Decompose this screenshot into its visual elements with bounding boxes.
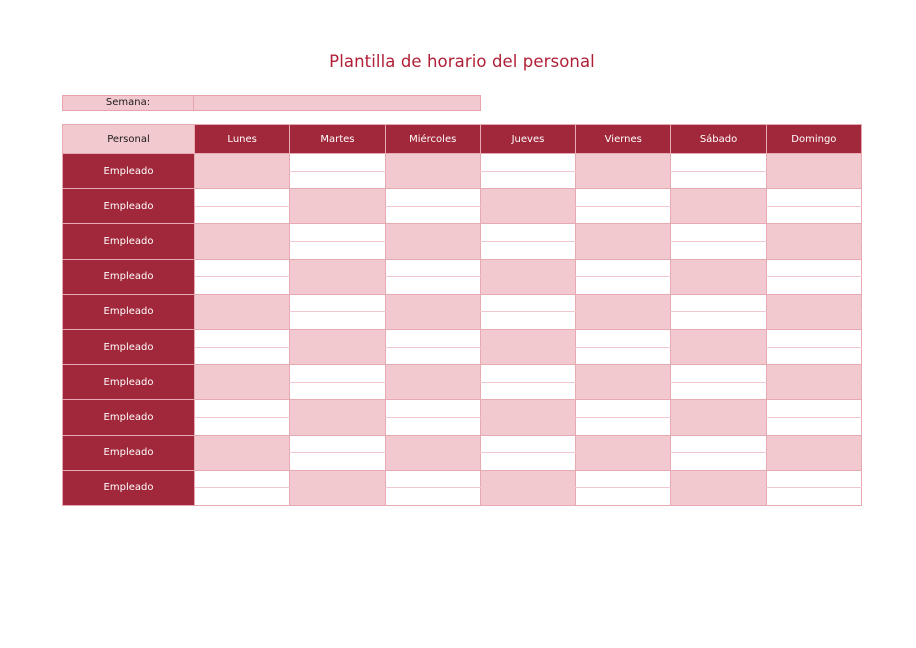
schedule-cell[interactable] xyxy=(195,259,290,277)
schedule-cell[interactable] xyxy=(671,365,766,383)
schedule-cell[interactable] xyxy=(480,435,575,453)
schedule-cell[interactable] xyxy=(290,488,385,506)
schedule-cell[interactable] xyxy=(195,470,290,488)
schedule-cell[interactable] xyxy=(766,241,861,259)
schedule-cell[interactable] xyxy=(290,241,385,259)
schedule-cell[interactable] xyxy=(290,154,385,172)
employee-name[interactable]: Empleado xyxy=(63,435,195,470)
schedule-table xyxy=(62,124,862,506)
schedule-cell[interactable] xyxy=(385,259,480,277)
schedule-cell[interactable] xyxy=(766,435,861,453)
schedule-cell[interactable] xyxy=(385,171,480,189)
employee-name[interactable]: Empleado xyxy=(63,365,195,400)
schedule-cell[interactable] xyxy=(290,312,385,330)
table-row xyxy=(63,435,862,453)
week-input[interactable] xyxy=(194,96,480,110)
schedule-cell[interactable] xyxy=(195,400,290,418)
schedule-cell[interactable] xyxy=(671,347,766,365)
schedule-cell[interactable] xyxy=(576,171,671,189)
schedule-cell[interactable] xyxy=(671,400,766,418)
schedule-cell[interactable] xyxy=(576,312,671,330)
schedule-cell[interactable] xyxy=(290,189,385,207)
schedule-cell[interactable] xyxy=(385,277,480,295)
schedule-cell[interactable] xyxy=(480,365,575,383)
schedule-cell[interactable] xyxy=(195,224,290,242)
schedule-cell[interactable] xyxy=(766,171,861,189)
schedule-cell[interactable] xyxy=(195,382,290,400)
schedule-cell[interactable] xyxy=(480,171,575,189)
schedule-cell[interactable] xyxy=(290,470,385,488)
table-row xyxy=(63,365,862,383)
schedule-cell[interactable] xyxy=(385,329,480,347)
schedule-cell[interactable] xyxy=(385,224,480,242)
schedule-cell[interactable] xyxy=(480,453,575,471)
schedule-cell[interactable] xyxy=(290,277,385,295)
header-day: Miércoles xyxy=(385,125,480,154)
schedule-cell[interactable] xyxy=(766,189,861,207)
schedule-cell[interactable] xyxy=(290,329,385,347)
schedule-cell[interactable] xyxy=(195,189,290,207)
schedule-cell[interactable] xyxy=(480,488,575,506)
schedule-cell[interactable] xyxy=(671,470,766,488)
week-row xyxy=(62,95,481,111)
schedule-cell[interactable] xyxy=(766,206,861,224)
schedule-cell[interactable] xyxy=(576,154,671,172)
schedule-cell[interactable] xyxy=(671,435,766,453)
schedule-cell[interactable] xyxy=(576,329,671,347)
schedule-cell[interactable] xyxy=(385,417,480,435)
schedule-cell[interactable] xyxy=(671,189,766,207)
schedule-cell[interactable] xyxy=(290,171,385,189)
employee-name[interactable]: Empleado xyxy=(63,154,195,189)
schedule-cell[interactable] xyxy=(480,224,575,242)
table-row xyxy=(63,400,862,418)
schedule-cell[interactable] xyxy=(385,453,480,471)
schedule-cell[interactable] xyxy=(576,382,671,400)
schedule-cell[interactable] xyxy=(385,312,480,330)
schedule-cell[interactable] xyxy=(195,365,290,383)
schedule-cell[interactable] xyxy=(195,488,290,506)
header-day: Jueves xyxy=(480,125,575,154)
schedule-cell[interactable] xyxy=(195,154,290,172)
schedule-cell[interactable] xyxy=(576,259,671,277)
schedule-cell[interactable] xyxy=(480,259,575,277)
page-title: Plantilla de horario del personal xyxy=(329,52,595,71)
schedule-cell[interactable] xyxy=(385,435,480,453)
schedule-cell[interactable] xyxy=(766,312,861,330)
schedule-cell[interactable] xyxy=(576,294,671,312)
week-label: Semana: xyxy=(63,96,194,110)
header-day: Lunes xyxy=(195,125,290,154)
schedule-cell[interactable] xyxy=(385,294,480,312)
schedule-cell[interactable] xyxy=(576,206,671,224)
schedule-cell[interactable] xyxy=(385,189,480,207)
schedule-cell[interactable] xyxy=(480,329,575,347)
schedule-cell[interactable] xyxy=(671,382,766,400)
header-day: Sábado xyxy=(671,125,766,154)
schedule-cell[interactable] xyxy=(385,241,480,259)
schedule-cell[interactable] xyxy=(480,312,575,330)
schedule-cell[interactable] xyxy=(195,417,290,435)
header-day: Domingo xyxy=(766,125,861,154)
schedule-cell[interactable] xyxy=(766,365,861,383)
schedule-cell[interactable] xyxy=(290,400,385,418)
schedule-cell[interactable] xyxy=(671,206,766,224)
schedule-cell[interactable] xyxy=(480,470,575,488)
schedule-cell[interactable] xyxy=(195,206,290,224)
schedule-cell[interactable] xyxy=(671,488,766,506)
schedule-cell[interactable] xyxy=(766,470,861,488)
employee-name[interactable]: Empleado xyxy=(63,259,195,294)
schedule-cell[interactable] xyxy=(766,277,861,295)
schedule-cell[interactable] xyxy=(290,206,385,224)
schedule-cell[interactable] xyxy=(576,435,671,453)
schedule-cell[interactable] xyxy=(290,365,385,383)
header-day: Martes xyxy=(290,125,385,154)
schedule-cell[interactable] xyxy=(480,382,575,400)
employee-name[interactable]: Empleado xyxy=(63,470,195,505)
schedule-cell[interactable] xyxy=(385,400,480,418)
table-row xyxy=(63,259,862,277)
schedule-cell[interactable] xyxy=(385,382,480,400)
schedule-cell[interactable] xyxy=(766,453,861,471)
schedule-cell[interactable] xyxy=(290,259,385,277)
schedule-cell[interactable] xyxy=(576,453,671,471)
header-row xyxy=(63,125,862,154)
schedule-cell[interactable] xyxy=(385,488,480,506)
header-day: Viernes xyxy=(576,125,671,154)
employee-name[interactable]: Empleado xyxy=(63,224,195,259)
schedule-cell[interactable] xyxy=(671,453,766,471)
schedule-cell[interactable] xyxy=(385,154,480,172)
schedule-cell[interactable] xyxy=(290,417,385,435)
schedule-cell[interactable] xyxy=(480,277,575,295)
schedule-cell[interactable] xyxy=(576,470,671,488)
header-personal: Personal xyxy=(63,125,195,154)
schedule-cell[interactable] xyxy=(766,259,861,277)
schedule-cell[interactable] xyxy=(671,259,766,277)
schedule-cell[interactable] xyxy=(195,312,290,330)
table-row xyxy=(63,224,862,242)
schedule-cell[interactable] xyxy=(671,417,766,435)
schedule-cell[interactable] xyxy=(385,347,480,365)
employee-name[interactable]: Empleado xyxy=(63,294,195,329)
schedule-cell[interactable] xyxy=(671,312,766,330)
schedule-cell[interactable] xyxy=(671,224,766,242)
schedule-cell[interactable] xyxy=(385,365,480,383)
schedule-cell[interactable] xyxy=(480,154,575,172)
schedule-cell[interactable] xyxy=(576,189,671,207)
schedule-cell[interactable] xyxy=(480,417,575,435)
schedule-cell[interactable] xyxy=(290,294,385,312)
schedule-cell[interactable] xyxy=(576,241,671,259)
schedule-cell[interactable] xyxy=(576,347,671,365)
schedule-cell[interactable] xyxy=(480,400,575,418)
schedule-body xyxy=(63,154,862,506)
schedule-cell[interactable] xyxy=(480,347,575,365)
schedule-cell[interactable] xyxy=(385,470,480,488)
table-row xyxy=(63,329,862,347)
schedule-cell[interactable] xyxy=(766,294,861,312)
schedule-cell[interactable] xyxy=(576,417,671,435)
schedule-cell[interactable] xyxy=(290,435,385,453)
schedule-cell[interactable] xyxy=(195,453,290,471)
schedule-cell[interactable] xyxy=(290,224,385,242)
schedule-cell[interactable] xyxy=(576,400,671,418)
schedule-cell[interactable] xyxy=(766,382,861,400)
employee-name[interactable]: Empleado xyxy=(63,400,195,435)
schedule-cell[interactable] xyxy=(766,154,861,172)
schedule-cell[interactable] xyxy=(766,224,861,242)
schedule-cell[interactable] xyxy=(195,171,290,189)
schedule-cell[interactable] xyxy=(195,277,290,295)
schedule-cell[interactable] xyxy=(671,294,766,312)
schedule-cell[interactable] xyxy=(290,347,385,365)
table-row xyxy=(63,294,862,312)
schedule-cell[interactable] xyxy=(385,206,480,224)
schedule-cell[interactable] xyxy=(480,241,575,259)
schedule-cell[interactable] xyxy=(290,382,385,400)
schedule-cell[interactable] xyxy=(195,347,290,365)
table-row xyxy=(63,189,862,207)
schedule-cell[interactable] xyxy=(480,206,575,224)
schedule-cell[interactable] xyxy=(671,277,766,295)
schedule-cell[interactable] xyxy=(480,294,575,312)
schedule-cell[interactable] xyxy=(766,347,861,365)
schedule-cell[interactable] xyxy=(195,294,290,312)
schedule-cell[interactable] xyxy=(671,329,766,347)
table-row xyxy=(63,154,862,172)
employee-name[interactable]: Empleado xyxy=(63,189,195,224)
schedule-cell[interactable] xyxy=(195,435,290,453)
schedule-cell[interactable] xyxy=(576,365,671,383)
schedule-cell[interactable] xyxy=(766,329,861,347)
schedule-cell[interactable] xyxy=(290,453,385,471)
schedule-cell[interactable] xyxy=(766,400,861,418)
schedule-cell[interactable] xyxy=(766,417,861,435)
schedule-cell[interactable] xyxy=(195,241,290,259)
schedule-cell[interactable] xyxy=(576,277,671,295)
schedule-cell[interactable] xyxy=(671,171,766,189)
schedule-cell[interactable] xyxy=(195,329,290,347)
schedule-cell[interactable] xyxy=(766,488,861,506)
schedule-cell[interactable] xyxy=(576,488,671,506)
table-row xyxy=(63,470,862,488)
schedule-cell[interactable] xyxy=(480,189,575,207)
schedule-cell[interactable] xyxy=(576,224,671,242)
employee-name[interactable]: Empleado xyxy=(63,329,195,364)
schedule-cell[interactable] xyxy=(671,241,766,259)
schedule-cell[interactable] xyxy=(671,154,766,172)
